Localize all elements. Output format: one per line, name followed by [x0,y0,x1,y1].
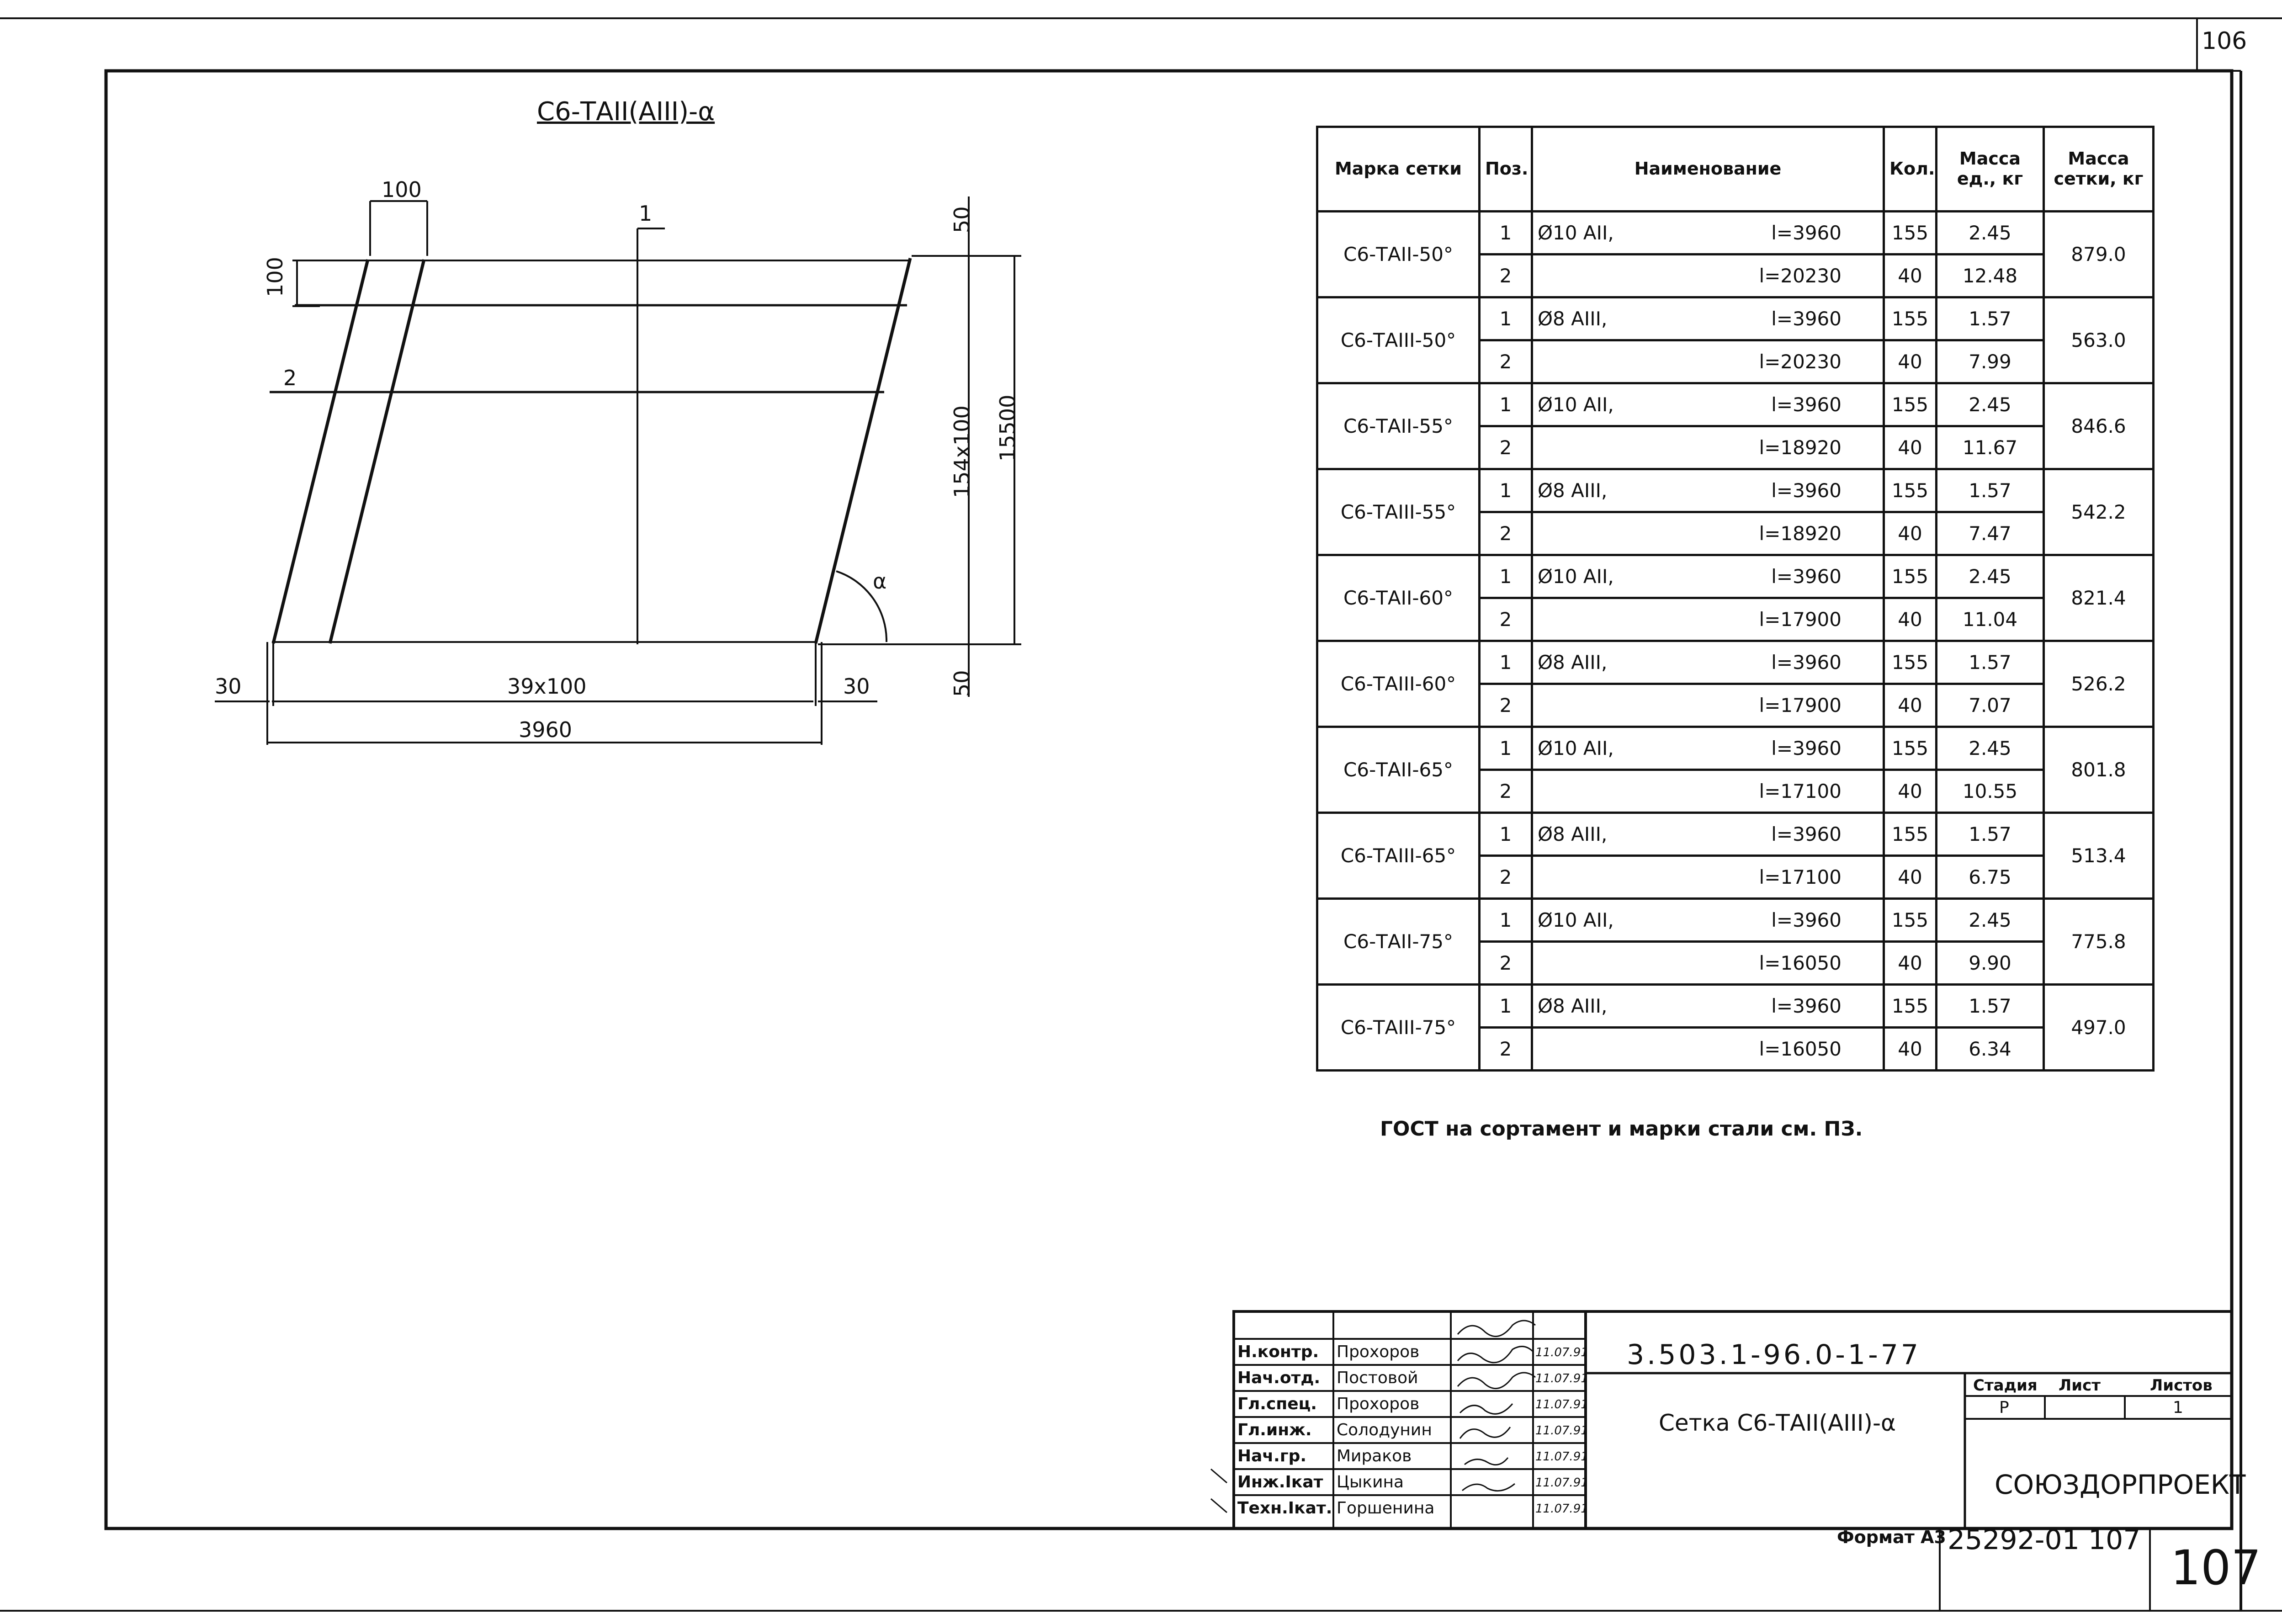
dim-39x100: 39x100 [507,674,587,699]
bar-name [1532,340,1884,383]
bar-length: l=17900 [1759,608,1842,631]
bar-diameter: Ø8 АIII, [1538,823,1608,845]
document-code: 3.503.1-96.0-1-77 [1627,1339,1921,1371]
mesh-mark: С6-ТАIII-60° [1317,641,1480,727]
table-row [1317,899,2154,942]
signer-role: Н.контр. [1237,1343,1319,1361]
bar-name [1532,899,1884,942]
unit-mass: 1.57 [1937,641,2044,684]
label-position-2: 2 [283,366,297,390]
quantity: 40 [1884,255,1937,297]
drawing-title: С6-ТАII(АIII)-α [537,97,715,127]
unit-mass: 7.47 [1937,512,2044,555]
dim-154x100: 154x100 [950,405,974,498]
bar-name [1532,942,1884,985]
bar-length: l=3960 [1771,995,1842,1017]
bar-length: l=3960 [1771,909,1842,931]
unit-mass: 1.57 [1937,985,2044,1028]
quantity: 40 [1884,770,1937,813]
quantity: 40 [1884,598,1937,641]
position: 1 [1480,641,1532,684]
quantity: 40 [1884,684,1937,727]
unit-mass: 1.57 [1937,813,2044,856]
quantity: 155 [1884,383,1937,426]
table-row [1317,985,2154,1028]
signer-role: Гл.спец. [1237,1395,1317,1413]
position: 1 [1480,555,1532,598]
signer-date: 11.07.91 [1535,1502,1588,1516]
bar-length: l=18920 [1759,522,1842,545]
quantity: 40 [1884,512,1937,555]
bar-name [1532,426,1884,469]
unit-mass: 1.57 [1937,469,2044,512]
bar-length: l=3960 [1771,651,1842,674]
signer-role: Нач.отд. [1237,1369,1321,1387]
mesh-mark: С6-ТАIII-55° [1317,469,1480,555]
bar-name [1532,383,1884,426]
unit-mass: 2.45 [1937,899,2044,942]
mesh-mark: С6-ТАIII-65° [1317,813,1480,899]
stamp-title: Сетка С6-ТАII(АIII)-α [1659,1410,1896,1436]
signature-scribble [1458,1347,1533,1363]
signer-name: Мираков [1337,1447,1412,1465]
bar-name [1532,770,1884,813]
mesh-mark: С6-ТАII-50° [1317,212,1480,297]
position: 2 [1480,426,1532,469]
mesh-mark: С6-ТАII-75° [1317,899,1480,985]
signer-name: Прохоров [1337,1395,1420,1413]
header-unit-mass: Масса ед., кг [1937,127,2044,212]
position: 1 [1480,813,1532,856]
quantity: 155 [1884,727,1937,770]
header-position: Поз. [1480,127,1532,212]
quantity: 40 [1884,340,1937,383]
mesh-mark: С6-ТАII-55° [1317,383,1480,469]
page-number: 107 [2171,1540,2261,1596]
dim-left-100: 100 [263,257,287,297]
bar-length: l=3960 [1771,565,1842,588]
format-label: Формат А3 [1837,1527,1946,1547]
label-section-1: 1 [639,201,653,226]
unit-mass: 12.48 [1937,255,2044,297]
signer-name: Прохоров [1337,1343,1420,1361]
unit-mass: 11.67 [1937,426,2044,469]
bar-name [1532,727,1884,770]
position: 1 [1480,297,1532,340]
bar-length: l=3960 [1771,737,1842,759]
quantity: 155 [1884,813,1937,856]
header-name: Наименование [1532,127,1884,212]
bar-length: l=17100 [1759,866,1842,888]
table-row [1317,727,2154,770]
position: 2 [1480,856,1532,899]
signer-name: Солодунин [1337,1421,1432,1439]
unit-mass: 2.45 [1937,383,2044,426]
table-row [1317,383,2154,426]
mesh-mark: С6-ТАIII-75° [1317,985,1480,1071]
bar-length: l=18920 [1759,436,1842,459]
signature-scribble [1458,1373,1535,1389]
mesh-mass: 542.2 [2044,469,2154,555]
position: 1 [1480,727,1532,770]
position: 1 [1480,985,1532,1028]
bar-name [1532,255,1884,297]
mesh-mass: 801.8 [2044,727,2154,813]
bar-length: l=20230 [1759,265,1842,287]
unit-mass: 7.99 [1937,340,2044,383]
unit-mass: 1.57 [1937,297,2044,340]
bar-name [1532,985,1884,1028]
position: 2 [1480,684,1532,727]
mesh-mark: С6-ТАII-60° [1317,555,1480,641]
table-row [1317,297,2154,340]
signer-role: Гл.инж. [1237,1421,1312,1439]
bar-name [1532,512,1884,555]
dim-bottom-50: 50 [950,670,974,697]
bar-diameter: Ø8 АIII, [1538,479,1608,502]
mesh-mass: 497.0 [2044,985,2154,1071]
bar-diameter: Ø10 АII, [1538,565,1614,588]
header-mesh-mass: Масса сетки, кг [2044,127,2154,212]
position: 2 [1480,255,1532,297]
position: 2 [1480,942,1532,985]
unit-mass: 7.07 [1937,684,2044,727]
signer-name: Горшенина [1337,1499,1435,1518]
signer-date: 11.07.91 [1535,1476,1588,1490]
quantity: 155 [1884,641,1937,684]
signer-role: Техн.Iкат. [1237,1499,1332,1518]
unit-mass: 2.45 [1937,555,2044,598]
quantity: 155 [1884,297,1937,340]
stage-value: Р [1999,1398,2009,1417]
unit-mass: 6.34 [1937,1028,2044,1071]
dim-3960: 3960 [519,717,573,742]
stage-label: Стадия [1973,1376,2038,1395]
unit-mass: 10.55 [1937,770,2044,813]
signer-date: 11.07.91 [1535,1424,1588,1438]
top-sheet-number: 106 [2202,27,2247,55]
dim-top-50: 50 [950,206,974,233]
bar-length: l=20230 [1759,350,1842,373]
signature-scribble [1458,1321,1535,1337]
unit-mass: 2.45 [1937,727,2044,770]
bar-name [1532,555,1884,598]
signature-scribble [1465,1458,1508,1465]
bar-name [1532,469,1884,512]
mesh-mark: С6-ТАII-65° [1317,727,1480,813]
signer-role: Нач.гр. [1237,1447,1307,1465]
mesh-mass: 846.6 [2044,383,2154,469]
bar-name [1532,641,1884,684]
position: 2 [1480,598,1532,641]
organization-name: СОЮЗДОРПРОЕКТ [1995,1469,2246,1500]
bar-diameter: Ø10 АII, [1538,737,1614,759]
position: 2 [1480,512,1532,555]
table-row [1317,469,2154,512]
quantity: 155 [1884,212,1937,255]
quantity: 155 [1884,469,1937,512]
bar-length: l=17900 [1759,694,1842,716]
mesh-drawing [215,196,1021,745]
position: 2 [1480,1028,1532,1071]
unit-mass: 11.04 [1937,598,2044,641]
table-row [1317,555,2154,598]
signer-date: 11.07.91 [1535,1346,1588,1359]
gost-note: ГОСТ на сортамент и марки стали см. ПЗ. [1380,1117,1863,1141]
bar-name [1532,598,1884,641]
mesh-mass: 526.2 [2044,641,2154,727]
quantity: 40 [1884,942,1937,985]
unit-mass: 9.90 [1937,942,2044,985]
mesh-mass: 775.8 [2044,899,2154,985]
bar-name [1532,212,1884,255]
unit-mass: 2.45 [1937,212,2044,255]
signer-date: 11.07.91 [1535,1372,1588,1385]
bar-length: l=16050 [1759,952,1842,974]
quantity: 155 [1884,555,1937,598]
dim-right-30: 30 [843,674,870,699]
unit-mass: 6.75 [1937,856,2044,899]
bar-length: l=3960 [1771,393,1842,416]
dim-left-30: 30 [215,674,242,699]
quantity: 40 [1884,1028,1937,1071]
quantity: 40 [1884,426,1937,469]
bar-diameter: Ø10 АII, [1538,909,1614,931]
signer-role: Инж.Iкат [1237,1473,1323,1491]
signer-name: Постовой [1337,1369,1418,1387]
signature-scribble [1462,1484,1515,1491]
bar-length: l=17100 [1759,780,1842,802]
signer-name: Цыкина [1337,1473,1404,1491]
bar-diameter: Ø8 АIII, [1538,651,1608,674]
position: 2 [1480,340,1532,383]
bar-diameter: Ø8 АIII, [1538,308,1608,330]
bar-name [1532,1028,1884,1071]
bar-name [1532,297,1884,340]
bar-length: l=3960 [1771,479,1842,502]
specification-table [1316,126,2155,1072]
bar-length: l=3960 [1771,222,1842,244]
table-row [1317,212,2154,255]
signer-date: 11.07.91 [1535,1450,1588,1464]
bar-name [1532,856,1884,899]
bar-name [1532,684,1884,727]
mesh-mass: 879.0 [2044,212,2154,297]
signature-scribble [1460,1404,1512,1414]
table-row [1317,813,2154,856]
signature-scribble [1460,1427,1510,1438]
inventory-number: 25292-01 107 [1948,1524,2141,1556]
position: 2 [1480,770,1532,813]
sheets-label: Листов [2150,1376,2213,1395]
quantity: 40 [1884,856,1937,899]
quantity: 155 [1884,899,1937,942]
mesh-mark: С6-ТАIII-50° [1317,297,1480,383]
sheet-label: Лист [2059,1376,2101,1395]
quantity: 155 [1884,985,1937,1028]
dim-top-100: 100 [382,177,422,202]
angle-label: α [873,569,887,594]
bar-diameter: Ø8 АIII, [1538,995,1608,1017]
bar-length: l=16050 [1759,1038,1842,1060]
mesh-mass: 821.4 [2044,555,2154,641]
signer-date: 11.07.91 [1535,1398,1588,1412]
dim-15500: 15500 [995,394,1020,462]
position: 1 [1480,469,1532,512]
bar-name [1532,813,1884,856]
sheets-value: 1 [2173,1398,2183,1417]
position: 1 [1480,899,1532,942]
mesh-mass: 513.4 [2044,813,2154,899]
header-mark: Марка сетки [1317,127,1480,212]
table-row [1317,641,2154,684]
bar-diameter: Ø10 АII, [1538,393,1614,416]
bar-length: l=3960 [1771,308,1842,330]
header-quantity: Кол. [1884,127,1937,212]
position: 1 [1480,383,1532,426]
bar-diameter: Ø10 АII, [1538,222,1614,244]
position: 1 [1480,212,1532,255]
mesh-mass: 563.0 [2044,297,2154,383]
bar-length: l=3960 [1771,823,1842,845]
